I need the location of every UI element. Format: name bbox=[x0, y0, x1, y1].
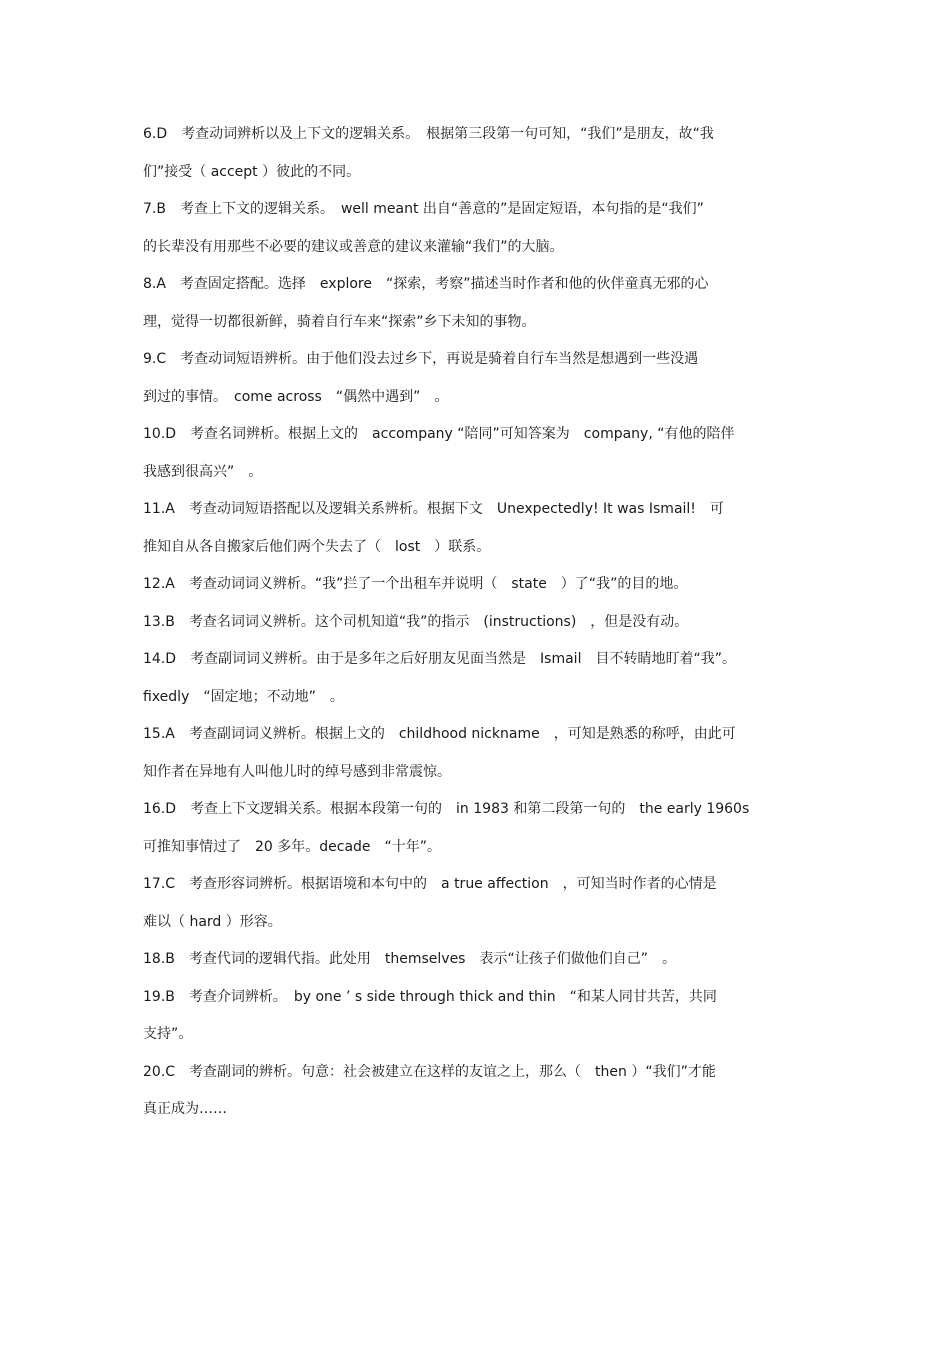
answer-explanations bbox=[143, 123, 808, 1136]
text-line: 15.A 考查副词词义辨析。根据上文的 childhood nickname ，可知是熟悉的称呼，由此可 bbox=[143, 726, 736, 742]
text-line: 可推知事情过了 20 多年。decade “十年”。 bbox=[143, 838, 442, 855]
text-line: 14.D 考查副词词义辨析。由于是多年之后好朋友见面当然是 Ismail 目不转睛地盯着“我”。 bbox=[143, 651, 736, 667]
text-line: 难以（ hard ）形容。 bbox=[143, 913, 282, 930]
text-line: 16.D 考查上下文逻辑关系。根据本段第一句的 in 1983 和第二段第一句的 the early 1960s bbox=[143, 801, 750, 817]
text-line: 17.C 考查形容词辨析。根据语境和本句中的 a true affection ，可知当时作者的心情是 bbox=[143, 876, 717, 892]
text-line: 真正成为…… bbox=[143, 1101, 227, 1117]
text-line: 6.D 考查动词辨析以及上下文的逻辑关系。 根据第三段第一句可知，“我们”是朋友，故“我 bbox=[143, 126, 714, 142]
text-line: 7.B 考查上下文的逻辑关系。 well meant 出自“善意的”是固定短语，本句指的是“我们” bbox=[143, 201, 704, 217]
text-line: 9.C 考查动词短语辨析。由于他们没去过乡下，再说是骑着自行车当然是想遇到一些没遇 bbox=[143, 351, 699, 367]
text-line: 8.A 考查固定搭配。选择 explore “探索，考察”描述当时作者和他的伙伴童真无邪的心 bbox=[143, 276, 709, 292]
text-line: 10.D 考查名词辨析。根据上文的 accompany “陪同”可知答案为 company, “有他的陪伴 bbox=[143, 426, 735, 442]
text-line: fixedly “固定地；不动地” 。 bbox=[143, 688, 344, 705]
text-line: 到过的事情。 come across “偶然中遇到” 。 bbox=[143, 388, 449, 405]
text-line: 推知自从各自搬家后他们两个失去了（ lost ）联系。 bbox=[143, 538, 491, 555]
text-line: 11.A 考查动词短语搭配以及逻辑关系辨析。根据下文 Unexpectedly! It was Ismail! 可 bbox=[143, 501, 724, 517]
text-line: 的长辈没有用那些不必要的建议或善意的建议来灌输“我们”的大脑。 bbox=[143, 238, 564, 255]
text-line: 18.B 考查代词的逻辑代指。此处用 themselves 表示“让孩子们做他们自己” 。 bbox=[143, 951, 676, 967]
text-line: 12.A 考查动词词义辨析。“我”拦了一个出租车并说明（ state ）了“我”的目的地。 bbox=[143, 576, 688, 592]
text-line: 20.C 考查副词的辨析。句意：社会被建立在这样的友谊之上，那么（ then ）“我们”才能 bbox=[143, 1063, 716, 1080]
text-line: 支持”。 bbox=[143, 1026, 193, 1042]
text-line: 们”接受（ accept ）彼此的不同。 bbox=[143, 163, 361, 180]
text-line: 13.B 考查名词词义辨析。这个司机知道“我”的指示 (instructions) ，但是没有动。 bbox=[143, 613, 689, 630]
text-line: 19.B 考查介词辨析。 by one ’ s side through thick and thin “和某人同甘共苦，共同 bbox=[143, 988, 717, 1005]
text-line: 知作者在异地有人叫他儿时的绰号感到非常震惊。 bbox=[143, 763, 451, 780]
text-line: 我感到很高兴” 。 bbox=[143, 463, 263, 480]
text-line: 理，觉得一切都很新鲜，骑着自行车来“探索”乡下未知的事物。 bbox=[143, 313, 536, 330]
